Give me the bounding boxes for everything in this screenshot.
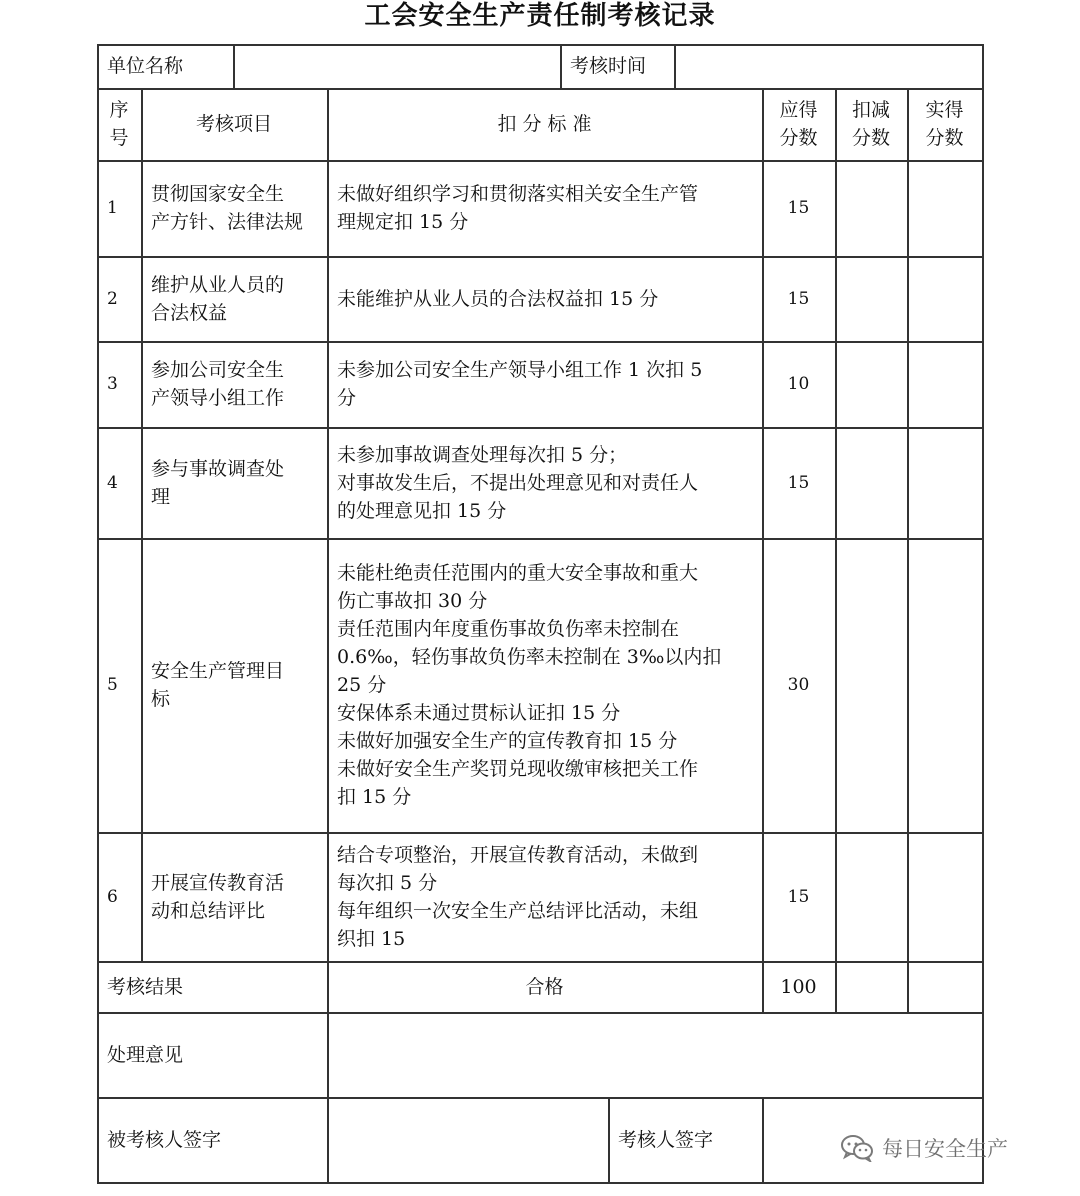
unit-name-label: 单位名称 [107,55,184,77]
result-deduct-field[interactable] [835,961,907,1012]
row-item-line: 产领导小组工作 [151,387,285,409]
examiner-signature-label: 考核人签字 [618,1128,714,1151]
row-standard-line: 安保体系未通过贯标认证扣 15 分 [337,702,621,724]
row-deduct-field[interactable] [835,256,907,341]
row-score: 15 [787,472,810,493]
row-item-line: 标 [151,688,171,710]
row-standard [327,832,762,961]
col-actual-score [907,88,982,160]
row-deduct-field[interactable] [835,538,907,832]
row-standard-line: 25 分 [337,674,387,696]
row-standard-line: 每年组织一次安全生产总结评比活动，未组 [337,899,699,922]
row-standard-line: 伤亡事故扣 30 分 [337,590,488,612]
result-total: 100 [780,975,817,998]
result-actual-field[interactable] [907,961,982,1012]
row-deduct-field[interactable] [835,427,907,538]
row-score: 10 [787,374,810,394]
row-actual-field[interactable] [907,538,982,832]
row-seq: 2 [107,288,118,309]
wechat-icon [840,1134,874,1162]
row-item-line: 参与事故调查处 [151,457,285,480]
row-item [141,341,327,427]
row-item [141,832,327,961]
result-label: 考核结果 [107,975,184,998]
document-title: 工会安全生产责任制考核记录 [364,1,716,31]
row-standard-line: 0.6‰，轻伤事故负伤率未控制在 3‰以内扣 [337,646,722,668]
row-item-line: 产方针、法律法规 [151,211,304,233]
row-standard-line: 未做好安全生产奖罚兑现收缴审核把关工作 [337,758,699,780]
col-deduct-score [835,88,907,160]
row-standard-line: 分 [337,387,357,409]
watermark-text: 每日安全生产 [882,1137,1008,1161]
row-standard-line: 未做好组织学习和贯彻落实相关安全生产管 [337,183,699,205]
row-actual-field[interactable] [907,160,982,256]
col-seq [97,88,141,160]
row-seq: 4 [107,472,118,493]
row-score: 15 [787,288,810,309]
assessment-time-field[interactable] [674,44,982,88]
watermark [840,1132,1008,1164]
row-standard-line: 责任范围内年度重伤事故负伤率未控制在 [337,618,680,640]
row-standard [327,256,762,341]
unit-name-field[interactable] [233,44,560,88]
col-deduct-score-line: 分数 [851,127,890,149]
row-standard-line: 对事故发生后，不提出处理意见和对责任人 [337,471,699,494]
row-deduct-field[interactable] [835,832,907,961]
row-seq: 1 [107,198,118,218]
row-item-line: 维护从业人员的 [151,273,285,296]
col-item: 考核项目 [195,113,272,135]
opinion-label: 处理意见 [107,1043,184,1066]
row-score: 30 [787,675,810,695]
row-standard [327,427,762,538]
examinee-signature-field[interactable] [327,1097,608,1182]
col-should-score [762,88,835,160]
row-standard-line: 的处理意见扣 15 分 [337,499,507,522]
row-item-line: 安全生产管理目 [151,660,285,682]
row-score: 15 [787,886,810,907]
examinee-signature-label: 被考核人签字 [107,1128,222,1151]
row-seq: 5 [107,675,118,695]
row-standard-line: 扣 15 分 [337,786,412,808]
row-standard-line: 未做好加强安全生产的宣传教育扣 15 分 [337,730,678,752]
row-actual-field[interactable] [907,341,982,427]
col-standard: 扣 分 标 准 [497,113,592,135]
row-standard-line: 织扣 15 [337,927,406,950]
row-item [141,256,327,341]
row-standard [327,160,762,256]
row-item-line: 参加公司安全生 [151,359,285,381]
col-deduct-score-line: 扣减 [851,99,890,121]
col-should-score-line: 应得 [779,99,818,121]
row-item [141,160,327,256]
col-actual-score-line: 分数 [925,127,964,149]
row-item-line: 贯彻国家安全生 [151,183,285,205]
row-standard-line: 每次扣 5 分 [337,871,438,894]
row-actual-field[interactable] [907,256,982,341]
row-actual-field[interactable] [907,832,982,961]
row-deduct-field[interactable] [835,341,907,427]
row-item [141,538,327,832]
row-score: 15 [787,198,810,218]
row-deduct-field[interactable] [835,160,907,256]
row-standard [327,341,762,427]
table-rule [97,1182,984,1184]
row-actual-field[interactable] [907,427,982,538]
row-standard-line: 结合专项整治，开展宣传教育活动，未做到 [337,843,699,866]
row-item-line: 开展宣传教育活 [151,871,285,894]
col-actual-score-line: 实得 [925,99,964,121]
row-seq: 3 [107,374,118,394]
row-standard-line: 未能杜绝责任范围内的重大安全事故和重大 [337,562,699,584]
row-standard-line: 未参加事故调查处理每次扣 5 分； [337,443,628,466]
row-seq: 6 [107,886,118,907]
row-standard [327,538,762,832]
assessment-time-label: 考核时间 [570,55,647,77]
col-seq-line: 号 [109,127,129,149]
row-item-line: 动和总结评比 [151,899,266,922]
row-standard-line: 未能维护从业人员的合法权益扣 15 分 [337,287,659,310]
row-standard-line: 理规定扣 15 分 [337,211,469,233]
col-should-score-line: 分数 [779,127,818,149]
col-seq-line: 序 [109,99,129,121]
row-item-line: 合法权益 [151,301,228,324]
opinion-field[interactable] [327,1012,982,1097]
result-value: 合格 [525,975,564,998]
row-item [141,427,327,538]
row-standard-line: 未参加公司安全生产领导小组工作 1 次扣 5 [337,359,703,381]
row-item-line: 理 [151,485,171,508]
